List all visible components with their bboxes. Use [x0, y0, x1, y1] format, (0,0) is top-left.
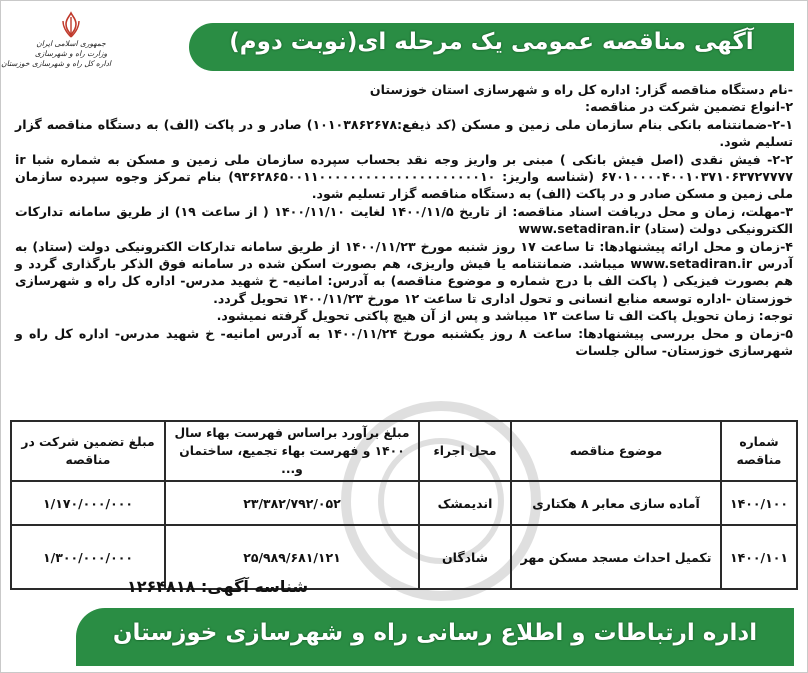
- emblem-line-1: جمهوری اسلامی ایران: [36, 39, 106, 48]
- iran-emblem-icon: [60, 11, 82, 39]
- announcement-body: [15, 81, 793, 360]
- body-item-3: [15, 203, 793, 238]
- body-item-2-2-text: ۲-۲- فیش نقدی (اصل فیش بانکی ) مبنی بر واریز وجه نقد بحساب سپرده سازمان ملی زمین و مسکن به شماره شبا: [32, 151, 793, 167]
- footer-org-name: اداره ارتباطات و اطلاع رسانی راه و شهرسازی خوزستان: [112, 620, 758, 646]
- emblem-line-3: اداره کل راه و شهرسازی خوزستان: [1, 59, 111, 68]
- ad-id: شناسه آگهی: ۱۲۶۴۸۱۸: [127, 577, 309, 596]
- cell-subject: تکمیل احداث مسجد مسکن مهر: [511, 525, 721, 589]
- page-title: آگهی مناقصه عمومی یک مرحله ای(نوبت دوم): [229, 29, 754, 55]
- setad-url-1[interactable]: www.setadiran.ir: [518, 221, 641, 237]
- cell-subject: آماده سازی معابر ۸ هکتاری: [511, 481, 721, 525]
- body-item-4-text: ۴-زمان و محل ارائه پیشنهادها: تا ساعت ۱۷ روز شنبه مورخ ۱۴۰۰/۱۱/۲۳ از طریق سامانه تدارکات الکترونیکی دولت (ستاد) به آدرس: [15, 238, 793, 272]
- cell-guarantee: ۱/۳۰۰/۰۰۰/۰۰۰: [11, 525, 165, 589]
- cell-location: شادگان: [419, 525, 511, 589]
- col-location-header: محل اجراء: [419, 421, 511, 481]
- iban-prefix: ir: [15, 151, 26, 167]
- col-estimate-header: مبلغ برآورد براساس فهرست بهاء سال ۱۴۰۰ و فهرست بهاء تجمیع، ساختمان و...: [165, 421, 419, 481]
- body-item-2-2-rest: ۶۷۰۱۰۰۰۰۴۰۰۱۰۳۷۱۰۶۳۷۲۷۷۷۷ (شناسه واریز: ۹۳۶۲۸۶۵۰۰۱۱۰۰۰۰۰۰۰۰۰۰۰۰۰۰۰۰۰۰۰۰۰۱۰) بنام تمرکز وجوه سپرده سازمان ملی زمین و مسکن صادر و در پاکت (الف) به دستگاه مناقصه گزار تسلیم شود.: [15, 169, 793, 202]
- cell-estimate: ۲۵/۹۸۹/۶۸۱/۱۲۱: [165, 525, 419, 589]
- tender-table: [10, 420, 798, 590]
- body-item-2-2: [15, 151, 793, 203]
- table-row: [11, 481, 797, 525]
- body-item-2-1: ۲-۱-ضمانتنامه بانکی بنام سازمان ملی زمین و مسکن (کد ذیفع:۱۰۱۰۳۸۶۲۶۷۸) صادر و در پاکت (الف) به دستگاه مناقصه گزار تسلیم شود.: [15, 116, 793, 150]
- col-number-header: شماره مناقصه: [721, 421, 797, 481]
- cell-number: ۱۴۰۰/۱۰۰: [721, 481, 797, 525]
- body-item-3-text: ۳-مهلت، زمان و محل دریافت اسناد مناقصه: از تاریخ ۱۴۰۰/۱۱/۵ لغایت ۱۴۰۰/۱۱/۱۰ ( از ساعت ۱۹) از طریق سامانه تدارکات الکترونیکی دولت (ستاد): [15, 203, 793, 237]
- body-item-2: ۲-انواع تضمین شرکت در مناقصه:: [585, 99, 793, 115]
- cell-estimate: ۲۳/۳۸۲/۷۹۲/۰۵۲: [165, 481, 419, 525]
- table-header-row: [11, 421, 797, 481]
- body-item-1: -نام دستگاه مناقصه گزار: اداره کل راه و شهرسازی استان خوزستان: [369, 82, 793, 97]
- body-item-4: [15, 238, 793, 308]
- emblem-line-2: وزارت راه و شهرسازی: [34, 49, 108, 58]
- setad-url-2[interactable]: www.setadiran.ir: [630, 256, 753, 272]
- body-item-4-rest: میباشد. ضمانتنامه یا فیش واریزی، هم بصورت اسکن شده در سامانه فوق الذکر بارگذاری گردد و هم بصورت فیزیکی ( پاکت الف با درج شماره و موضوع مناقصه) به آدرس: امانیه- خ شهید مدرس- اداره کل راه و شهرسازی خوزستان -اداره توسعه منابع انسانی و تحول اداری تا ساعت ۱۲ مورخ ۱۴۰۰/۱۱/۲۳ تحویل گردد.: [15, 256, 793, 306]
- cell-number: ۱۴۰۰/۱۰۱: [721, 525, 797, 589]
- cell-guarantee: ۱/۱۷۰/۰۰۰/۰۰۰: [11, 481, 165, 525]
- body-note: توجه: زمان تحویل پاکت الف تا ساعت ۱۳ میباشد و پس از آن هیچ پاکتی تحویل گرفته نمیشود.: [216, 308, 793, 324]
- title-banner: [189, 23, 794, 71]
- cell-location: اندیمشک: [419, 481, 511, 525]
- col-guarantee-header: مبلغ تضمین شرکت در مناقصه: [11, 421, 165, 481]
- body-item-5: ۵-زمان و محل بررسی پیشنهادها: ساعت ۸ روز یکشنبه مورخ ۱۴۰۰/۱۱/۲۴ به آدرس امانیه- خ شهید مدرس- اداره کل راه و شهرسازی خوزستان- سالن جلسات: [15, 325, 793, 359]
- col-subject-header: موضوع مناقصه: [511, 421, 721, 481]
